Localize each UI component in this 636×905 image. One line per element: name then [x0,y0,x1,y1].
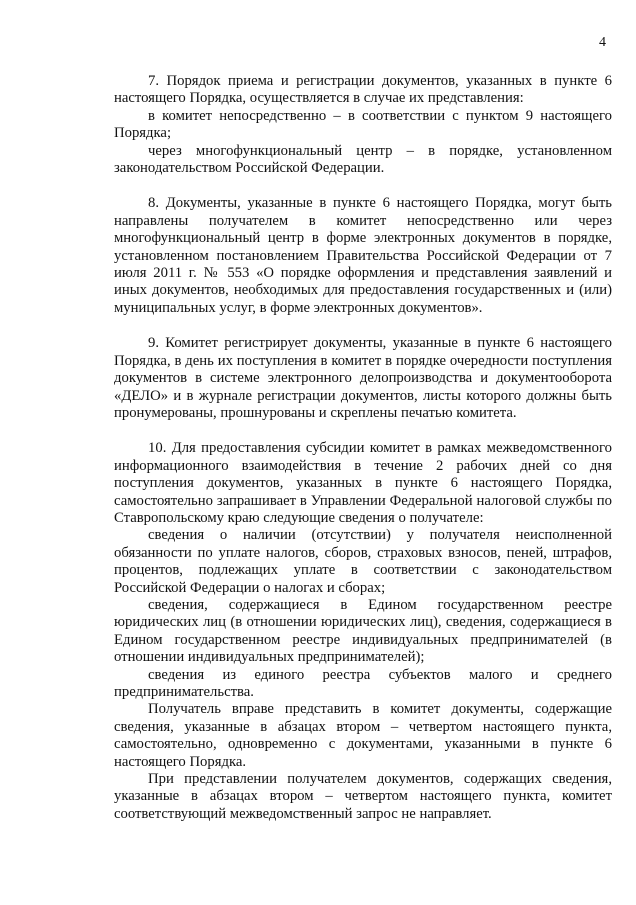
paragraph-7-intro: 7. Порядок приема и регистрации документов, указанных в пункте 6 настоящего Порядка, осуществляется в случае их представления: [114,73,612,107]
paragraph-8: 8. Документы, указанные в пункте 6 настоящего Порядка, могут быть направлены получателем в комитет непосредственно или через многофункциональный центр в форме электронных документов в порядке, установленном постановлением Правительства Российской Федерации от 7 июля 2011 г. № 553 «О порядке оформления и представления заявлений и иных документов, необходимых для предоставления государственных и (или) муниципальных услуг, в форме электронных документов». [114,195,612,316]
paragraph-10-no-request: При представлении получателем документов, содержащих сведения, указанные в абзацах втором – четвертом настоящего пункта, комитет соответствующий межведомственный запрос не направляет. [114,771,612,822]
paragraph-7-item-direct: в комитет непосредственно – в соответствии с пунктом 9 настоящего Порядка; [114,107,612,142]
document-body [114,73,612,823]
section-gap [114,317,612,335]
paragraph-10-item-taxes: сведения о наличии (отсутствии) у получателя неисполненной обязанности по уплате налогов, сборов, страховых взносов, пеней, штрафов, процентов, подлежащих уплате в соответствии с законодательством Российской Федерации о налогах и сборах; [114,527,612,596]
paragraph-10-right-to-submit: Получатель вправе представить в комитет документы, содержащие сведения, указанные в абзацах втором – четвертом настоящего пункта, самостоятельно, одновременно с документами, указанными в пункте 6 настоящего Порядка. [114,701,612,770]
paragraph-10-item-registers: сведения, содержащиеся в Едином государственном реестре юридических лиц (в отношении юридических лиц), сведения, содержащиеся в Едином государственном реестре индивидуальных предпринимателей (в отношении индивидуальных предпринимателей); [114,596,612,666]
paragraph-10-intro: 10. Для предоставления субсидии комитет в рамках межведомственного информационного взаимодействия в течение 2 рабочих дней со дня поступления документов, указанных в пункте 6 настоящего Порядка, самостоятельно запрашивает в Управлении Федеральной налоговой службы по Ставропольскому краю следующие сведения о получателе: [114,440,612,526]
paragraph-10-item-sme-register: сведения из единого реестра субъектов малого и среднего предпринимательства. [114,666,612,700]
section-gap [114,422,612,440]
paragraph-7-item-mfc: через многофункциональный центр – в порядке, установленном законодательством Российской Федерации. [114,142,612,177]
page-number: 4 [599,35,606,50]
paragraph-9: 9. Комитет регистрирует документы, указанные в пункте 6 настоящего Порядка, в день их поступления в комитет в порядке очередности поступления документов в системе электронного делопроизводства и документооборота «ДЕЛО» и в журнале регистрации документов, листы которого должны быть пронумерованы, прошнурованы и скреплены печатью комитета. [114,335,612,421]
section-gap [114,177,612,195]
